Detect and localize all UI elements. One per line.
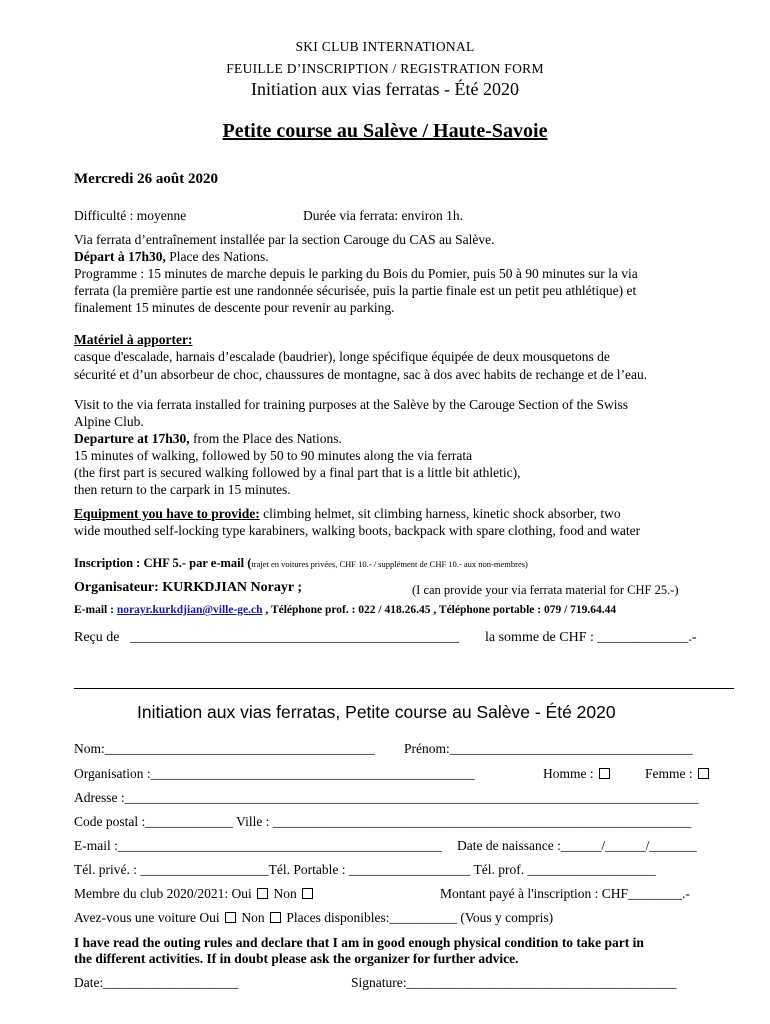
declaration-1: I have read the outing rules and declare that I am in good enough physical condition to take part in	[74, 935, 644, 950]
date-field[interactable]: Date:____________________	[74, 975, 239, 990]
fr-depart-bold: Départ à 17h30,	[74, 249, 166, 264]
email-field[interactable]: E-mail :________________________________________________	[74, 838, 442, 853]
fr-materiel-2: sécurité et d’un absorbeur de choc, chaussures de montagne, sac à dos avec habits de rechange et de l’eau.	[74, 367, 648, 382]
fr-programme-3: finalement 15 minutes de descente pour revenir au parking.	[74, 300, 395, 315]
adresse-field[interactable]: Adresse :_____________________________________________________________________________________	[74, 790, 699, 805]
femme-label: Femme :	[645, 766, 693, 781]
membre-question	[74, 885, 315, 902]
inscription-note: trajet en voitures privées, CHF 10.- / supplément de CHF 10.- aux non-membres)	[251, 559, 528, 569]
homme-option[interactable]	[543, 765, 612, 782]
fr-materiel-title: Matériel à apporter:	[74, 332, 193, 347]
femme-option[interactable]	[645, 765, 711, 782]
fr-depart	[74, 248, 269, 265]
en-equip-2: wide mouthed self-locking type karabiners, walking boots, backpack with spare clothing, food and water	[74, 523, 641, 538]
code-postal-ville-field[interactable]: Code postal :_____________ Ville : ______________________________________________________________	[74, 814, 692, 829]
membre-non-checkbox[interactable]	[302, 888, 313, 899]
signature-field[interactable]: Signature:________________________________________	[351, 975, 677, 990]
homme-checkbox[interactable]	[599, 768, 610, 779]
voiture-non-checkbox[interactable]	[270, 912, 281, 923]
voiture-label: Avez-vous une voiture Oui	[74, 910, 220, 925]
en-departure	[74, 430, 342, 447]
prenom-field[interactable]: Prénom:____________________________________	[404, 741, 693, 756]
femme-checkbox[interactable]	[698, 768, 709, 779]
fr-depart-rest: Place des Nations.	[165, 249, 269, 264]
email-label: E-mail :	[74, 604, 117, 616]
en-visit-1: Visit to the via ferrata installed for training purposes at the Salève by the Carouge Section of the Swiss	[74, 397, 629, 412]
en-departure-rest: from the Place des Nations.	[189, 431, 342, 446]
nom-field[interactable]: Nom:________________________________________	[74, 741, 375, 756]
inscription-label: Inscription : CHF 5.- par e-mail (	[74, 556, 252, 570]
duration: Durée via ferrata: environ 1h.	[303, 208, 464, 223]
homme-label: Homme :	[543, 766, 594, 781]
voiture-question	[74, 909, 553, 926]
fr-programme-1: Programme : 15 minutes de marche depuis le parking du Bois du Pomier, puis 50 à 90 minutes sur la via	[74, 266, 638, 281]
en-equip-1: climbing helmet, sit climbing harness, kinetic shock absorber, two	[259, 506, 621, 521]
places-field[interactable]: Places disponibles:__________ (Vous y compris)	[286, 910, 554, 925]
en-walk-3: then return to the carpark in 15 minutes.	[74, 482, 291, 497]
fr-programme-2: ferrata (la première partie est une randonnée sécurisée, puis la partie finale est un petit peu athlétique) et	[74, 283, 637, 298]
en-equip-title: Equipment you have to provide:	[74, 506, 260, 521]
difficulty: Difficulté : moyenne	[74, 208, 187, 223]
phone-numbers: , Téléphone prof. : 022 / 418.26.45 , Téléphone portable : 079 / 719.64.44	[262, 604, 617, 616]
receipt-label: Reçu de	[74, 630, 120, 645]
page-title: Petite course au Salève / Haute-Savoie	[222, 120, 548, 142]
voiture-non-label: Non	[241, 910, 265, 925]
declaration-2: the different activities. If in doubt please ask the organizer for further advice.	[74, 951, 519, 966]
membre-label: Membre du club 2020/2021: Oui	[74, 886, 252, 901]
form-title: Initiation aux vias ferratas, Petite course au Salève - Été 2020	[137, 702, 616, 722]
form-subtitle: Initiation aux vias ferratas - Été 2020	[251, 79, 519, 99]
club-name: SKI CLUB INTERNATIONAL	[295, 39, 475, 54]
en-equip-line-1	[74, 505, 621, 522]
material-note: (I can provide your via ferrata material for CHF 25.-)	[412, 583, 679, 597]
form-type: FEUILLE D’INSCRIPTION / REGISTRATION FORM	[226, 61, 544, 76]
inscription-line	[74, 555, 528, 573]
en-walk-1: 15 minutes of walking, followed by 50 to 90 minutes along the via ferrata	[74, 448, 473, 463]
fr-intro: Via ferrata d’entraînement installée par la section Carouge du CAS au Salève.	[74, 232, 495, 247]
fr-materiel-1: casque d'escalade, harnais d’escalade (baudrier), longe spécifique équipée de deux mousquetons de	[74, 349, 610, 364]
en-departure-bold: Departure at 17h30,	[74, 431, 190, 446]
birthdate-field[interactable]: Date de naissance :______/______/_______	[457, 838, 697, 853]
event-date: Mercredi 26 août 2020	[74, 171, 219, 187]
receipt-name-field[interactable]: _______________________________________________	[130, 630, 459, 645]
en-walk-2: (the first part is secured walking followed by a final part that is a little bit athletic),	[74, 465, 521, 480]
receipt-amount-field[interactable]: la somme de CHF : _____________.-	[485, 630, 697, 645]
voiture-oui-checkbox[interactable]	[225, 912, 236, 923]
contact-line	[74, 603, 616, 618]
membre-oui-checkbox[interactable]	[257, 888, 268, 899]
organiser-name: Organisateur: KURKDJIAN Norayr ;	[74, 580, 302, 595]
cut-line-divider	[74, 688, 734, 689]
phone-fields[interactable]: Tél. privé. : ___________________Tél. Portable : __________________ Tél. prof. ___________________	[74, 862, 656, 877]
organiser-email-link[interactable]: norayr.kurkdjian@ville-ge.ch	[116, 604, 263, 616]
organisation-field[interactable]: Organisation :________________________________________________	[74, 766, 475, 781]
membre-non-label: Non	[273, 886, 297, 901]
montant-field[interactable]: Montant payé à l'inscription : CHF________.-	[440, 886, 690, 901]
en-visit-2: Alpine Club.	[74, 414, 144, 429]
